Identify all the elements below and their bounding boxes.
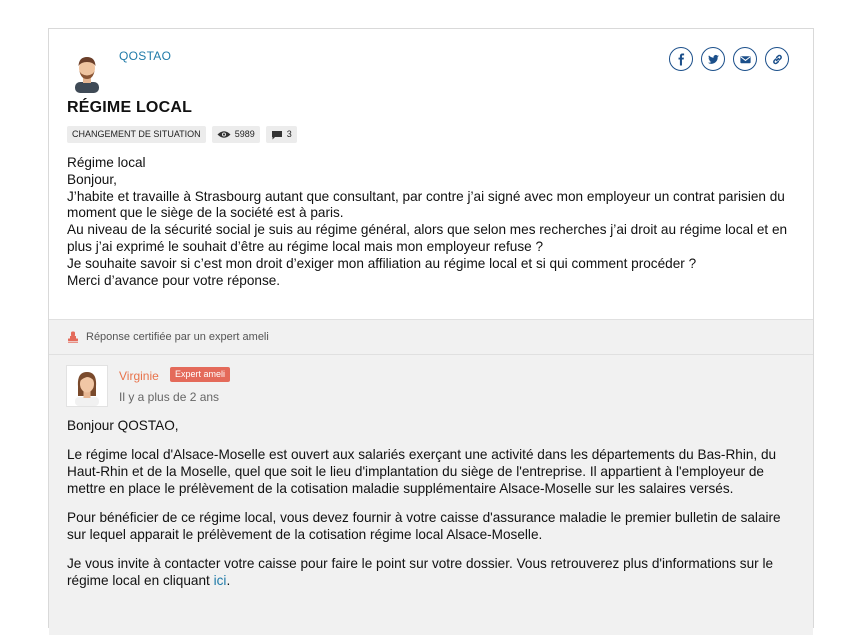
answer-paragraph: [67, 555, 802, 589]
certified-label: Réponse certifiée par un expert ameli: [86, 331, 269, 343]
comments-count: [266, 126, 297, 143]
email-share-button[interactable]: [733, 47, 757, 71]
body-line: Je souhaite savoir si c’est mon droit d’exiger mon affiliation au régime local et si qui comment procéder ?: [67, 255, 697, 271]
comments-value: 3: [286, 129, 292, 139]
question-body: [67, 155, 797, 289]
expert-avatar: [66, 365, 108, 407]
twitter-icon: [707, 53, 720, 66]
twitter-share-button[interactable]: [701, 47, 725, 71]
info-link[interactable]: ici: [213, 573, 227, 588]
body-line: Merci d’avance pour votre réponse.: [67, 272, 281, 288]
answer-paragraph-end: .: [226, 573, 231, 588]
expert-badge: Expert ameli: [170, 367, 230, 382]
views-value: 5989: [234, 129, 255, 139]
category-tag-label: CHANGEMENT DE SITUATION: [72, 129, 201, 139]
question-title: RÉGIME LOCAL: [67, 99, 193, 116]
avatar-man-icon: [66, 51, 108, 93]
certified-answer-bar: [49, 319, 813, 355]
post-tags: [67, 126, 297, 143]
answer-paragraph-text: Je vous invite à contacter votre caisse pour faire le point sur votre dossier. Vous retrouverez plus d'informations sur le régime local en cliquant: [67, 556, 774, 588]
body-line: Régime local: [67, 155, 146, 170]
category-tag[interactable]: [67, 126, 206, 143]
stamp-icon: [67, 331, 79, 343]
share-buttons: [669, 47, 789, 71]
expert-answer: [49, 355, 813, 635]
answer-timestamp: Il y a plus de 2 ans: [119, 390, 220, 404]
answer-paragraph: Le régime local d'Alsace-Moselle est ouvert aux salariés exerçant une activité dans les départements du Bas-Rhin, du Haut-Rhin et de la Moselle, quel que soit le lieu d'implantation du siège de l'entreprise. Il appartient à l'employeur de mettre en place le prélèvement de la cotisation maladie supplémentaire Alsace-Moselle sur les salaires versés.: [67, 447, 777, 496]
answer-body: [67, 417, 802, 601]
question-card: [48, 28, 814, 628]
author-avatar: [66, 51, 108, 93]
avatar-woman-icon: [67, 366, 107, 406]
answer-paragraph: Pour bénéficier de ce régime local, vous devez fournir à votre caisse d'assurance maladie le premier bulletin de salaire sur lequel apparait le prélèvement de la cotisation régime local Alsace-Moselle.: [67, 510, 781, 542]
email-icon: [739, 53, 752, 66]
facebook-share-button[interactable]: [669, 47, 693, 71]
body-line: Au niveau de la sécurité social je suis au régime général, alors que selon mes recherches j’ai droit au régime local et en plus j’ai exprimé le souhait d’être au régime local mais mon employeur refuse ?: [67, 222, 788, 254]
author-name[interactable]: QOSTAO: [119, 49, 172, 63]
comment-icon: [271, 130, 283, 140]
facebook-icon: [675, 53, 688, 66]
question-post: [49, 29, 813, 319]
body-line: J’habite et travaille à Strasbourg autant que consultant, par contre j’ai signé avec mon employeur un contrat parisien du moment que le siège de la société est à paris.: [67, 188, 785, 221]
expert-name[interactable]: Virginie: [119, 369, 159, 383]
body-line: Bonjour,: [67, 171, 117, 187]
link-icon: [771, 53, 784, 66]
eye-icon: [217, 130, 231, 139]
views-count: [212, 126, 260, 143]
answer-greeting: Bonjour QOSTAO,: [67, 418, 179, 433]
copy-link-button[interactable]: [765, 47, 789, 71]
